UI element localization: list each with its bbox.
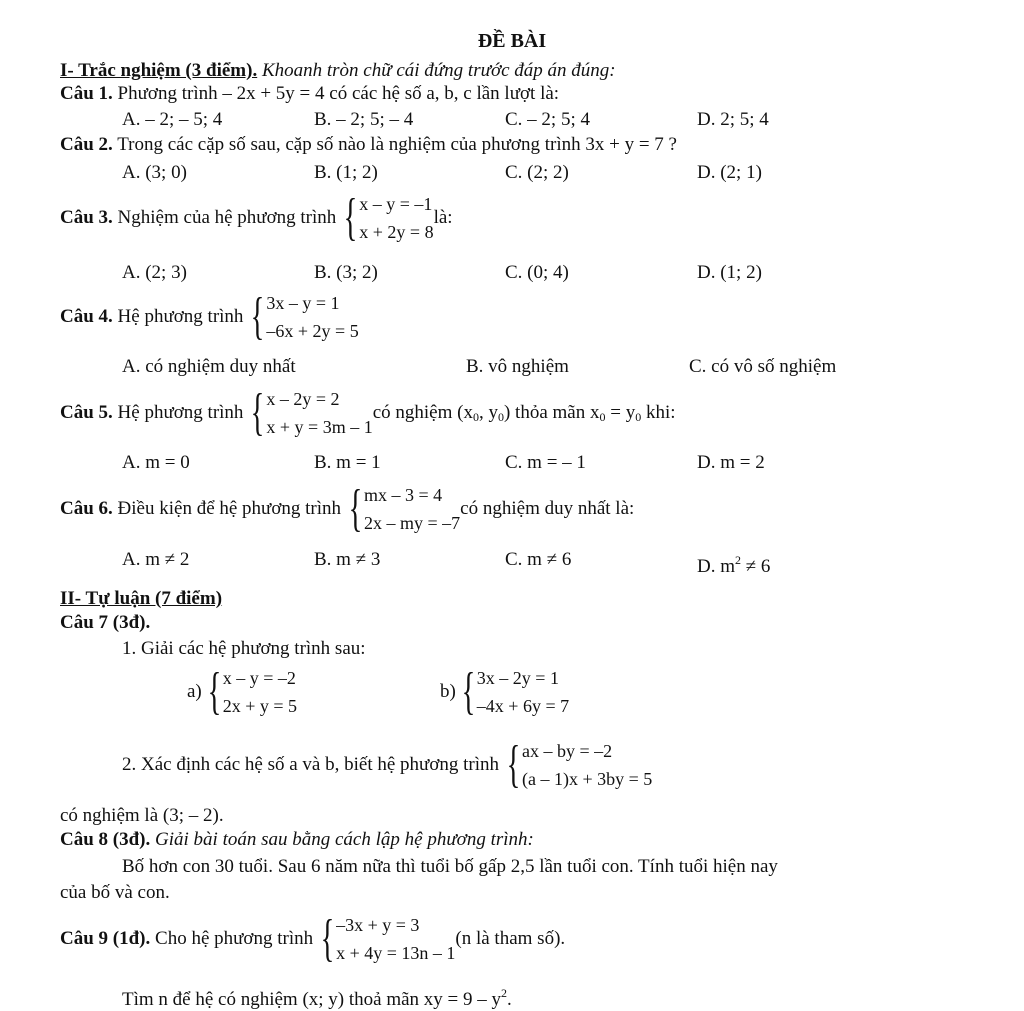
q2-option-d: D. (2; 1) — [697, 162, 762, 183]
brace-icon: { — [343, 189, 358, 246]
part1-heading: I- Trắc nghiệm (3 điểm). — [60, 60, 258, 81]
q4-option-a: A. có nghiệm duy nhất — [122, 356, 296, 377]
question-6 — [60, 480, 634, 538]
q5-option-c: C. m = – 1 — [505, 452, 586, 473]
q5-option-a: A. m = 0 — [122, 452, 190, 473]
brace-icon: { — [461, 663, 476, 720]
brace-icon: { — [207, 663, 222, 720]
q5-option-b: B. m = 1 — [314, 452, 381, 473]
q4-system — [251, 288, 359, 345]
q3-option-d: D. (1; 2) — [697, 262, 762, 283]
q6-system — [348, 480, 461, 537]
q1-option-b: B. – 2; 5; – 4 — [314, 109, 414, 130]
q4-eq-1: 3x – y = 1 — [266, 293, 340, 313]
question-3 — [60, 190, 453, 246]
q2-option-a: A. (3; 0) — [122, 162, 187, 183]
question-9 — [60, 910, 565, 968]
q3-system — [343, 189, 434, 246]
q5-option-d: D. m = 2 — [697, 452, 765, 473]
q2-option-b: B. (1; 2) — [314, 162, 378, 183]
question-2 — [60, 134, 677, 156]
q6-option-a: A. m ≠ 2 — [122, 549, 190, 570]
q7-system-a — [187, 664, 297, 720]
brace-icon: { — [251, 288, 265, 345]
q7-item-1: 1. Giải các hệ phương trình sau: — [122, 638, 366, 659]
q6-after: có nghiệm duy nhất là: — [460, 498, 635, 519]
q6-label: Câu 6. — [60, 498, 113, 519]
q7-b-eq-1: 3x – 2y = 1 — [476, 668, 559, 688]
part1-instruction: Khoanh tròn chữ cái đứng trước đáp án đúng: — [257, 60, 616, 81]
q6-option-d: D. $m^2 \ne 6$ — [697, 553, 771, 577]
part2-heading: II- Tự luận (7 điểm) — [60, 588, 223, 609]
q2-option-c: C. (2; 2) — [505, 162, 569, 183]
q3-option-b: B. (3; 2) — [314, 262, 378, 283]
brace-icon: { — [506, 736, 521, 793]
q1-option-a: A. – 2; – 5; 4 — [122, 109, 223, 130]
q3-eq-2: x + 2y = 8 — [359, 222, 434, 242]
q4-option-b: B. vô nghiệm — [466, 356, 569, 377]
q6-option-c: C. m ≠ 6 — [505, 549, 572, 570]
q7-a-label: a) — [187, 681, 202, 702]
q7-item-2 — [122, 736, 652, 794]
q7-b-eq-2: –4x + 6y = 7 — [476, 696, 570, 716]
q7-item-2-tail: có nghiệm là (3; – 2). — [60, 805, 224, 826]
q8-label: Câu 8 (3đ). — [60, 829, 151, 850]
page-title: ĐỀ BÀI — [477, 30, 547, 52]
q2-label: Câu 2. — [60, 134, 113, 155]
q5-eq-2: x + y = 3m – 1 — [266, 417, 373, 437]
q4-text: Hệ phương trình — [117, 306, 244, 327]
brace-icon: { — [320, 910, 335, 967]
q7-a-eq-1: x – y = –2 — [222, 668, 296, 688]
q9-eq-1: –3x + y = 3 — [336, 915, 420, 935]
q4-option-c: C. có vô số nghiệm — [689, 356, 837, 377]
q7-a-eq-2: 2x + y = 5 — [222, 696, 298, 716]
q7-item2-eq-1: ax – by = –2 — [521, 741, 613, 761]
q8-instruction: Giải bài toán sau bằng cách lập hệ phương trình: — [150, 829, 534, 850]
q4-eq-2: –6x + 2y = 5 — [266, 321, 359, 341]
q7-b-label: b) — [440, 681, 456, 702]
brace-icon: { — [251, 384, 265, 441]
q9-after: (n là tham số). — [455, 928, 566, 949]
q1-option-c: C. – 2; 5; 4 — [505, 109, 590, 130]
q9-label: Câu 9 (1đ). — [60, 928, 151, 949]
q5-after: có nghiệm ($x_0$, $y_0$) thỏa mãn $x_0 = y_0$ khi: — [372, 401, 676, 424]
q6-option-b: B. m ≠ 3 — [314, 549, 381, 570]
q2-text: Trong các cặp số sau, cặp số nào là nghiệm của phương trình 3x + y = 7 ? — [112, 134, 677, 155]
q6-eq-1: mx – 3 = 4 — [364, 485, 443, 505]
q1-option-d: D. 2; 5; 4 — [697, 109, 769, 130]
q3-eq-1: x – y = –1 — [359, 194, 433, 214]
q1-text: Phương trình – 2x + 5y = 4 có các hệ số a, b, c lần lượt là: — [112, 83, 560, 104]
brace-icon: { — [348, 480, 363, 537]
q7-item-2-text: 2. Xác định các hệ số a và b, biết hệ phương trình — [122, 754, 500, 775]
question-1 — [60, 83, 559, 105]
q6-text: Điều kiện để hệ phương trình — [117, 498, 342, 519]
question-4 — [60, 288, 359, 346]
q3-option-c: C. (0; 4) — [505, 262, 569, 283]
part1-header — [60, 60, 616, 82]
q9-eq-2: x + 4y = 13n – 1 — [336, 943, 456, 963]
q5-system — [251, 384, 373, 441]
q4-label: Câu 4. — [60, 306, 113, 327]
q5-eq-1: x – 2y = 2 — [266, 389, 340, 409]
q5-label: Câu 5. — [60, 402, 113, 423]
q7-item2-eq-2: (a – 1)x + 3by = 5 — [521, 769, 653, 789]
q6-eq-2: 2x – my = –7 — [364, 513, 461, 533]
q9-task: Tìm n để hệ có nghiệm (x; y) thoả mãn xy = $9 - y^2$. — [122, 986, 512, 1010]
question-8 — [60, 829, 534, 851]
q1-label: Câu 1. — [60, 83, 113, 104]
q9-text: Cho hệ phương trình — [155, 928, 314, 949]
q7-system-b — [440, 664, 569, 720]
q3-text: Nghiệm của hệ phương trình — [117, 207, 337, 228]
q3-after: là: — [433, 207, 453, 228]
q3-option-a: A. (2; 3) — [122, 262, 187, 283]
question-5 — [60, 384, 676, 442]
q8-body-2: của bố và con. — [60, 882, 170, 903]
q7-label: Câu 7 (3đ). — [60, 612, 151, 633]
q3-label: Câu 3. — [60, 207, 113, 228]
q5-text: Hệ phương trình — [117, 402, 244, 423]
q8-body-1: Bố hơn con 30 tuổi. Sau 6 năm nữa thì tuổi bố gấp 2,5 lần tuổi con. Tính tuổi hiện nay — [122, 856, 778, 877]
